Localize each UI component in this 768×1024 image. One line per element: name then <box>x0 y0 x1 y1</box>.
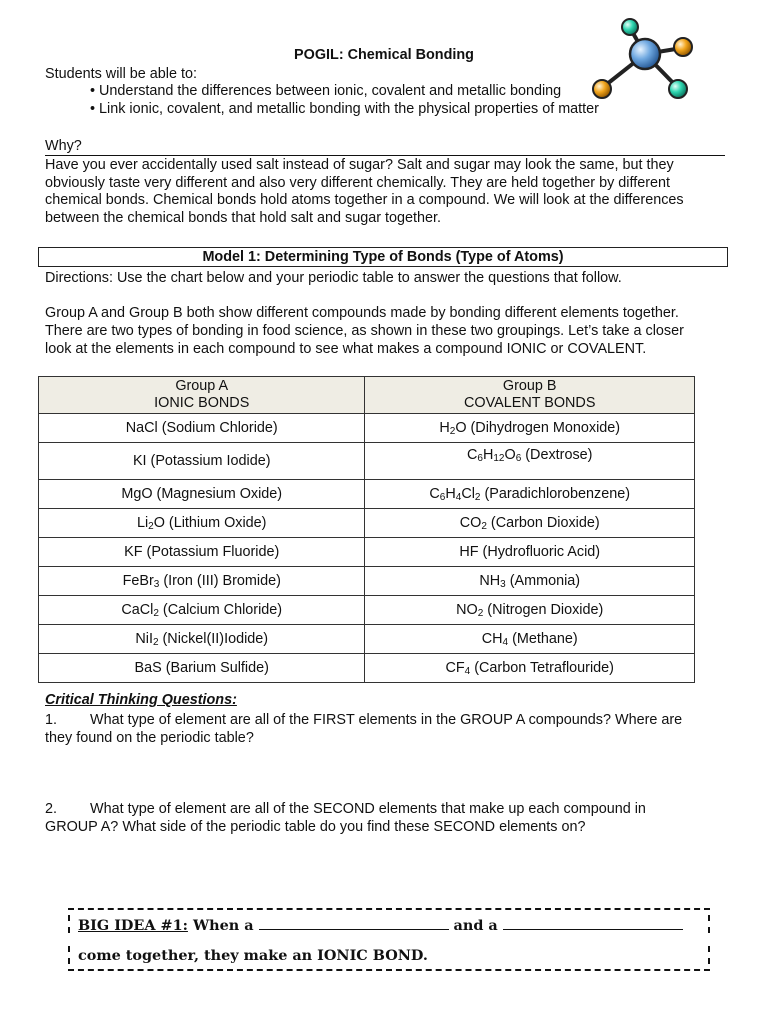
subscript: 2 <box>153 607 159 619</box>
formula-text: NO <box>456 601 478 618</box>
group-a-subtitle: IONIC BONDS <box>154 395 250 411</box>
subscript: 2 <box>148 520 154 532</box>
table-row <box>39 443 695 480</box>
table-row <box>39 538 695 567</box>
big-idea-line-2: come together, they make an IONIC BOND. <box>78 947 428 964</box>
table-row <box>39 654 695 683</box>
objective-item: • Understand the differences between ionic, covalent and metallic bonding <box>90 83 562 99</box>
ionic-compound-cell <box>39 625 365 654</box>
formula-text: O (Dihydrogen Monoxide) <box>455 419 621 436</box>
formula-text: Li <box>136 514 149 531</box>
big-idea-text: When a <box>187 917 259 934</box>
subscript: 4 <box>464 665 471 677</box>
ionic-compound-cell <box>39 414 365 443</box>
formula-text: H <box>482 447 494 463</box>
formula-text: C <box>429 485 440 502</box>
table-row <box>39 480 695 509</box>
formula-text: (Nickel(II)Iodide) <box>158 630 269 647</box>
covalent-compound-cell <box>365 538 695 567</box>
formula-text: CF <box>445 659 465 676</box>
model-intro-line: look at the elements in each compound to see what makes a compound IONIC or COVALENT. <box>45 341 647 357</box>
subscript: 4 <box>502 636 509 648</box>
box-edge <box>68 915 70 933</box>
formula-text: FeBr <box>122 572 154 589</box>
formula-text: O (Lithium Oxide) <box>153 514 267 531</box>
formula-text: BaS (Barium Sulfide) <box>134 659 269 676</box>
formula-text: (Carbon Dioxide) <box>486 514 600 531</box>
covalent-compound-cell <box>365 654 695 683</box>
question-text: they found on the periodic table? <box>45 730 254 746</box>
ionic-compound-cell <box>39 596 365 625</box>
formula-text: HF (Hydrofluoric Acid) <box>459 543 601 560</box>
box-edge <box>708 946 710 964</box>
covalent-compound-cell <box>365 443 695 480</box>
subscript: 6 <box>439 491 446 503</box>
covalent-compound-cell <box>365 414 695 443</box>
box-edge <box>68 946 70 964</box>
subscript: 3 <box>153 578 160 590</box>
formula-text: Cl <box>461 485 475 502</box>
formula-text: H <box>439 419 450 436</box>
why-paragraph-line: chemical bonds. Chemical bonds hold atoms together in a compound. We will look at the differences <box>45 192 684 208</box>
formula-text: (Iron (III) Bromide) <box>159 572 281 589</box>
formula-text: KI (Potassium Iodide) <box>132 452 271 469</box>
group-a-title: Group A <box>175 378 229 394</box>
covalent-compound-cell <box>365 567 695 596</box>
formula-text: MgO (Magnesium Oxide) <box>121 485 283 502</box>
subscript: 2 <box>152 636 159 648</box>
formula-text: (Dextrose) <box>521 447 593 463</box>
covalent-compound-cell <box>365 596 695 625</box>
model-title: Model 1: Determining Type of Bonds (Type of Atoms) <box>38 247 728 267</box>
big-idea-text: and a <box>448 917 503 934</box>
covalent-compound-cell <box>365 625 695 654</box>
question-number: 1. <box>45 712 58 728</box>
model-intro-line: There are two types of bonding in food science, as shown in these two groupings. Let’s take a closer <box>45 323 684 339</box>
covalent-compound-cell <box>365 480 695 509</box>
why-paragraph-line: Have you ever accidentally used salt instead of sugar? Salt and sugar may look the same, but they <box>45 157 674 173</box>
table-row <box>39 567 695 596</box>
formula-text: CO <box>459 514 482 531</box>
bond-table-body <box>39 414 695 683</box>
formula-text: CH <box>481 630 503 647</box>
ball-and-stick-molecule-icon <box>590 18 700 106</box>
answer-blank[interactable] <box>259 916 449 930</box>
formula-text: (Carbon Tetraflouride) <box>470 659 614 676</box>
question-text: What type of element are all of the FIRST elements in the GROUP A compounds? Where are <box>90 712 683 728</box>
formula-text: NH <box>479 572 501 589</box>
subscript: 12 <box>493 453 505 464</box>
why-heading: Why? <box>45 138 82 154</box>
subscript: 6 <box>477 453 483 464</box>
table-row <box>39 625 695 654</box>
table-row <box>39 414 695 443</box>
group-a-header <box>39 377 365 414</box>
model-directions: Directions: Use the chart below and your periodic table to answer the questions that follow. <box>45 270 622 286</box>
subscript: 6 <box>515 453 522 464</box>
model-intro-line: Group A and Group B both show different compounds made by bonding different elements together. <box>45 305 679 321</box>
box-edge <box>708 915 710 933</box>
table-row <box>39 509 695 538</box>
formula-text: (Paradichlorobenzene) <box>480 485 631 502</box>
document-title: POGIL: Chemical Bonding <box>294 47 474 63</box>
bond-types-table <box>38 376 695 683</box>
question-number: 2. <box>45 801 58 817</box>
subscript: 3 <box>500 578 506 590</box>
objective-item: • Link ionic, covalent, and metallic bonding with the physical properties of matter <box>90 101 599 117</box>
big-idea-line-1 <box>78 916 683 934</box>
subscript: 2 <box>481 520 487 532</box>
subscript: 2 <box>449 425 456 437</box>
ionic-compound-cell <box>39 443 365 480</box>
formula-text: (Methane) <box>508 630 578 647</box>
covalent-compound-cell <box>365 509 695 538</box>
formula-text: NaCl (Sodium Chloride) <box>125 419 278 436</box>
subscript: 2 <box>474 491 481 503</box>
group-b-title: Group B <box>502 378 557 394</box>
question-text: GROUP A? What side of the periodic table do you find these SECOND elements on? <box>45 819 586 835</box>
formula-text: CaCl <box>121 601 154 618</box>
answer-blank[interactable] <box>503 916 683 930</box>
formula-text: KF (Potassium Fluoride) <box>124 543 280 560</box>
formula-text: (Nitrogen Dioxide) <box>483 601 604 618</box>
ionic-compound-cell <box>39 480 365 509</box>
formula-text: (Calcium Chloride) <box>158 601 283 618</box>
critical-thinking-heading: Critical Thinking Questions: <box>45 692 237 708</box>
why-divider <box>45 155 725 156</box>
formula-text: (Ammonia) <box>505 572 581 589</box>
ionic-compound-cell <box>39 509 365 538</box>
formula-text: O <box>504 447 516 463</box>
big-idea-label: BIG IDEA #1: <box>78 917 188 934</box>
why-paragraph-line: between the chemical bonds that hold salt and sugar together. <box>45 210 442 226</box>
formula-text: NiI <box>135 630 153 647</box>
table-row <box>39 596 695 625</box>
ionic-compound-cell <box>39 538 365 567</box>
subscript: 4 <box>455 491 462 503</box>
question-text: What type of element are all of the SECOND elements that make up each compound in <box>90 801 646 817</box>
formula-text: H <box>445 485 456 502</box>
formula-text: C <box>467 447 478 463</box>
group-b-header <box>365 377 695 414</box>
ionic-compound-cell <box>39 654 365 683</box>
subscript: 2 <box>477 607 484 619</box>
ionic-compound-cell <box>39 567 365 596</box>
group-b-subtitle: COVALENT BONDS <box>464 395 596 411</box>
objectives-intro: Students will be able to: <box>45 66 197 82</box>
why-paragraph-line: obviously taste very different and also very different chemically. They are held together by different <box>45 175 671 191</box>
